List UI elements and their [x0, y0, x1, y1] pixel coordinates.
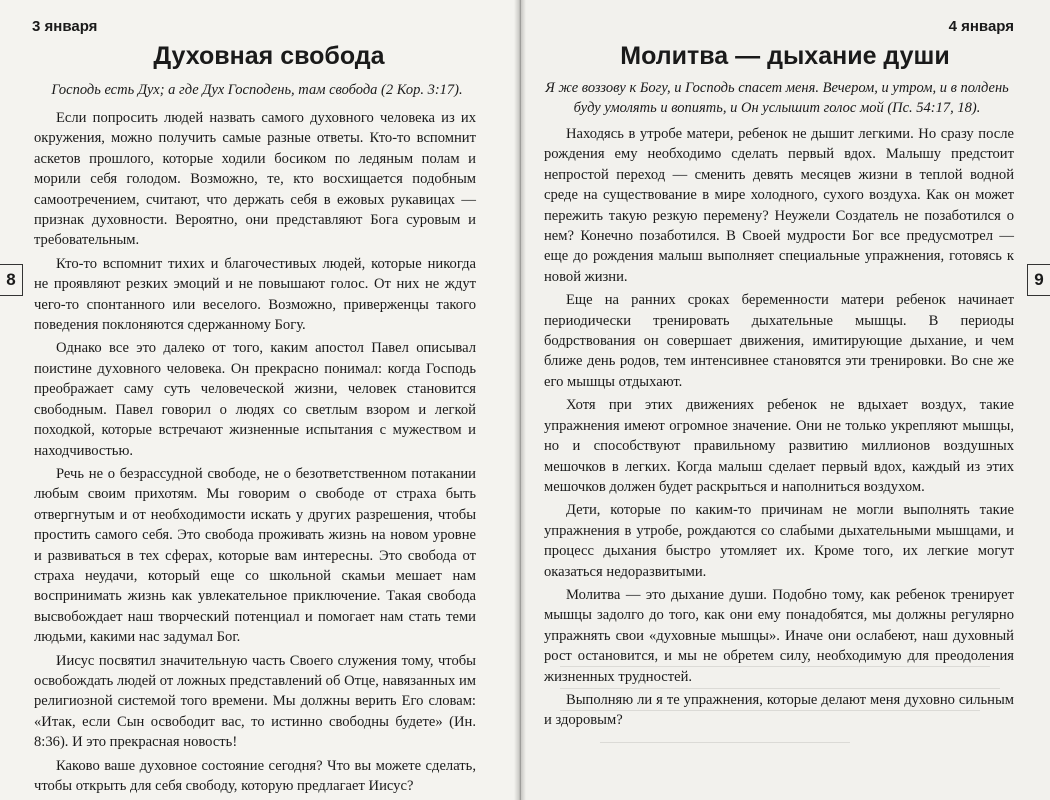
right-page	[520, 0, 1050, 800]
page-title: Молитва — дыхание души	[620, 42, 950, 70]
paragraph: Каково ваше духовное состояние сегодня? Что вы можете сделать, чтобы открыть для себя свободу, которую предлагает Иисус?	[34, 757, 476, 794]
page-number-tab: 9	[1027, 264, 1050, 296]
paragraph: Дети, которые по каким-то причинам не могли выполнять такие упражнения в утробе, рождаются со слабыми дыхательными мышцами, и процесс дыхания быстро утомляет их. Кроме того, их легкие могут оказаться недоразвитыми.	[544, 502, 1014, 580]
epigraph: Господь есть Дух; а где Дух Господень, там свобода (2 Кор. 3:17).	[51, 82, 463, 98]
paragraph: Выполняю ли я те упражнения, которые делают меня духовно сильным и здоровым?	[544, 691, 1014, 729]
paragraph: Речь не о безрассудной свободе, не о безответственном потакании любым своим прихотям. Мы говорим о свободе от страха быть отвергнутым и от необходимости искать у других разрешения, чтобы простить самого себя. Это свобода проживать жизнь на новом уровне и развиваться в тех сферах, которые вам интересны. Это свобода от страха неудачи, который еще со школьной скамьи мешает нам воспринимать жизнь как увлекательное приключение. Такая свобода высвобождает наш творческий потенциал и помогает нам стать теми людьми, какими нас задумал Бог.	[34, 465, 476, 646]
show-through-line	[560, 688, 1000, 689]
epigraph: Я же воззову к Богу, и Господь спасет меня. Вечером, и утром, и в полдень буду умолять и вопиять, и Он услышит голос мой (Пс. 54:17, 18).	[545, 80, 1009, 116]
show-through-line	[600, 742, 850, 743]
paragraph: Молитва — это дыхание души. Подобно тому, как ребенок тренирует мышцы задолго до того, как они ему понадобятся, мы должны регулярно упражнять свои «духовные мышцы». Иначе они ослабеют, наш духовный рост остановится, и мы не обретем силу, необходимую для преодоления жизненных трудностей.	[544, 586, 1014, 685]
page-title: Духовная свобода	[153, 42, 385, 70]
left-page	[0, 0, 518, 800]
book-spine	[514, 0, 526, 800]
paragraph: Иисус посвятил значительную часть Своего служения тому, чтобы освобождать людей от ложных представлений об Отце, навязанных им религиозной системой того времени. Мы должны верить Его словам: «Итак, если Сын освободит вас, то истинно свободны будете» (Ин. 8:36). И это прекрасная новость!	[34, 652, 476, 751]
page-number-tab: 8	[0, 264, 23, 296]
body-text	[34, 108, 476, 799]
page-date: 4 января	[948, 18, 1014, 35]
show-through-line	[560, 666, 990, 667]
paragraph: Хотя при этих движениях ребенок не вдыхает воздух, такие упражнения имеют огромное значение. Они не только укрепляют мышцы, но и способствуют правильному развитию миллионов воздушных мешочков в легких. Когда малыш сделает первый вдох, каждый из этих мешочков должен будет раскрыться и наполниться воздухом.	[544, 397, 1014, 495]
paragraph: Если попросить людей назвать самого духовного человека из их окружения, можно получить самые разные ответы. Кто-то вспомнит аскетов прошлого, которые ходили босиком по ледяным полам и морили себя голодом. Возможно, те, кто восхищается подобным самоотречением, считают, что держать себя в ежовых рукавицах — признак духовности. Вероятно, они представляют Бога суровым и требовательным.	[34, 110, 476, 249]
paragraph: Еще на ранних сроках беременности матери ребенок начинает периодически тренировать дыхательные мышцы. В периоды бодрствования он совершает движения, имитирующие дыхание, и чем ближе день родов, тем интенсивнее становятся эти тренировки. Во сне же его мышцы отдыхают.	[544, 292, 1014, 390]
paragraph: Находясь в утробе матери, ребенок не дышит легкими. Но сразу после рождения ему необходимо сделать первый вдох. Малышу предстоит непростой переход — сменить девять месяцев жизни в теплой водной среде на существование в мире холодного, сухого воздуха. Как он может пережить такую резкую перемену? Неужели Создатель не позаботился о нем? Конечно позаботился. В Своей мудрости Бог все предусмотрел — еще до рождения малыш выполняет специальные упражнения, готовясь к новой жизни.	[544, 126, 1014, 285]
paragraph: Однако все это далеко от того, каким апостол Павел описывал поистине духовного человека. Он прекрасно понимал: когда Господь преображает саму суть человеческой жизни, человек становится свободным. Павел говорил о людях со светлым взором и легкой походкой, которые встречают жизненные испытания с мужеством и находчивостью.	[34, 340, 476, 459]
page-date: 3 января	[32, 18, 98, 35]
body-text	[544, 124, 1014, 734]
show-through-line	[560, 710, 980, 711]
paragraph: Кто-то вспомнит тихих и благочестивых людей, которые никогда не проявляют резких эмоций и не повышают голос. От них не ждут чего-то спонтанного или веселого. Возможно, приверженцы такого поведения поклоняются сдержанному Богу.	[34, 255, 476, 334]
